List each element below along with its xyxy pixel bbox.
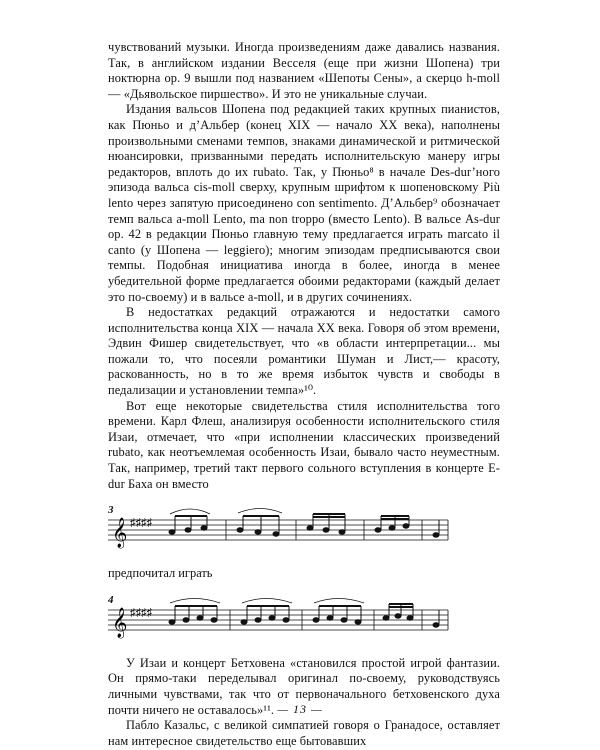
music-staff-3 [108, 502, 500, 558]
paragraph-1: чувствований музыки. Иногда произведениям даже давались названия. Так, в английском издании Весселя (еще при жизни Шопена) три ноктюрна ор. 9 вышли под названием «Шепоты Сены», а скерцо h-moll — «Дьявольское пиршество». И это не уникальные случаи. [108, 40, 500, 101]
paragraph-4: Вот еще некоторые свидетельства стиля исполнительства того времени. Карл Флеш, анализируя особенности исполнительского стиля Изаи, отмечает, что «при исполнении классических произведений rubato, как неотъемлемая особенность Изаи, бывало часто неуместным. Так, например, третий такт первого сольного вступления в концерте E-dur Баха он вместо [108, 398, 500, 491]
music-staff-4 [108, 592, 500, 648]
page-number: — 13 — [277, 702, 323, 716]
paragraph-6: Пабло Казальс, с великой симпатией говоря о Гранадосе, оставляет нам интересное свидетельство еще бытовавших [108, 718, 500, 748]
svg-text:♯♯♯♯: ♯♯♯♯ [130, 517, 152, 530]
example-number: 3 [108, 504, 114, 517]
paragraph-2: Издания вальсов Шопена под редакцией таких крупных пианистов, как Пюньо и д’Альбер (конец XIX — начало XX века), наполнены произвольными сменами темпов, знаками динамической и ритмической нюансировки, призванными передать исполнительскую манеру игры редакторов, вплоть до их rubato. Так, у Пюньо⁸ в начале Des-dur’ного эпизода вальса cis-moll сверху, крупным шрифтом к шопеновскому Più lento через запятую присоединено con sentimento. Д’Альбер⁹ обозначает темп вальса a-moll Lento, ma non troppo (вместо Lento). В вальсе As-dur ор. 42 в редакции Пюньо главную тему предлагается играть marcato il canto (у Шопена — leggiero); многим эпизодам предписываются свои темпы. Подобная инициатива иногда в более, иногда в менее убедительной форме предлагается обоими редакторами (каждый делает это по-своему) и в вальсе a-moll, и в других сочинениях. [108, 102, 500, 304]
paragraph-5: У Изаи и концерт Бетховена «становился простой игрой фантазии. Он прямо-таки переделывал оригинал по-своему, руководствуясь личными чувствами, так что от первоначального бетховенского духа почти ничего не оставалось»¹¹. [108, 655, 500, 717]
between-text: предпочитал играть [108, 566, 213, 581]
music-example-3 [108, 502, 500, 558]
music-example-4 [108, 592, 500, 648]
page-body [108, 40, 500, 749]
paragraph-3: В недостатках редакций отражаются и недостатки самого исполнительства конца XIX — начала XX века. Говоря об этом времени, Эдвин Фишер свидетельствует, что «в области интерпретации... мы пожали то, что посеяли романтики Шуман и Лист,— красоту, раскованность, но в то же время избыток чувств и свободы в педализации и установлении темпа»¹⁰. [108, 305, 500, 398]
treble-clef-icon: 𝄞 [112, 518, 128, 549]
svg-text:♯♯♯♯: ♯♯♯♯ [130, 606, 152, 619]
treble-clef-icon: 𝄞 [112, 607, 128, 638]
example-number: 4 [108, 593, 114, 606]
